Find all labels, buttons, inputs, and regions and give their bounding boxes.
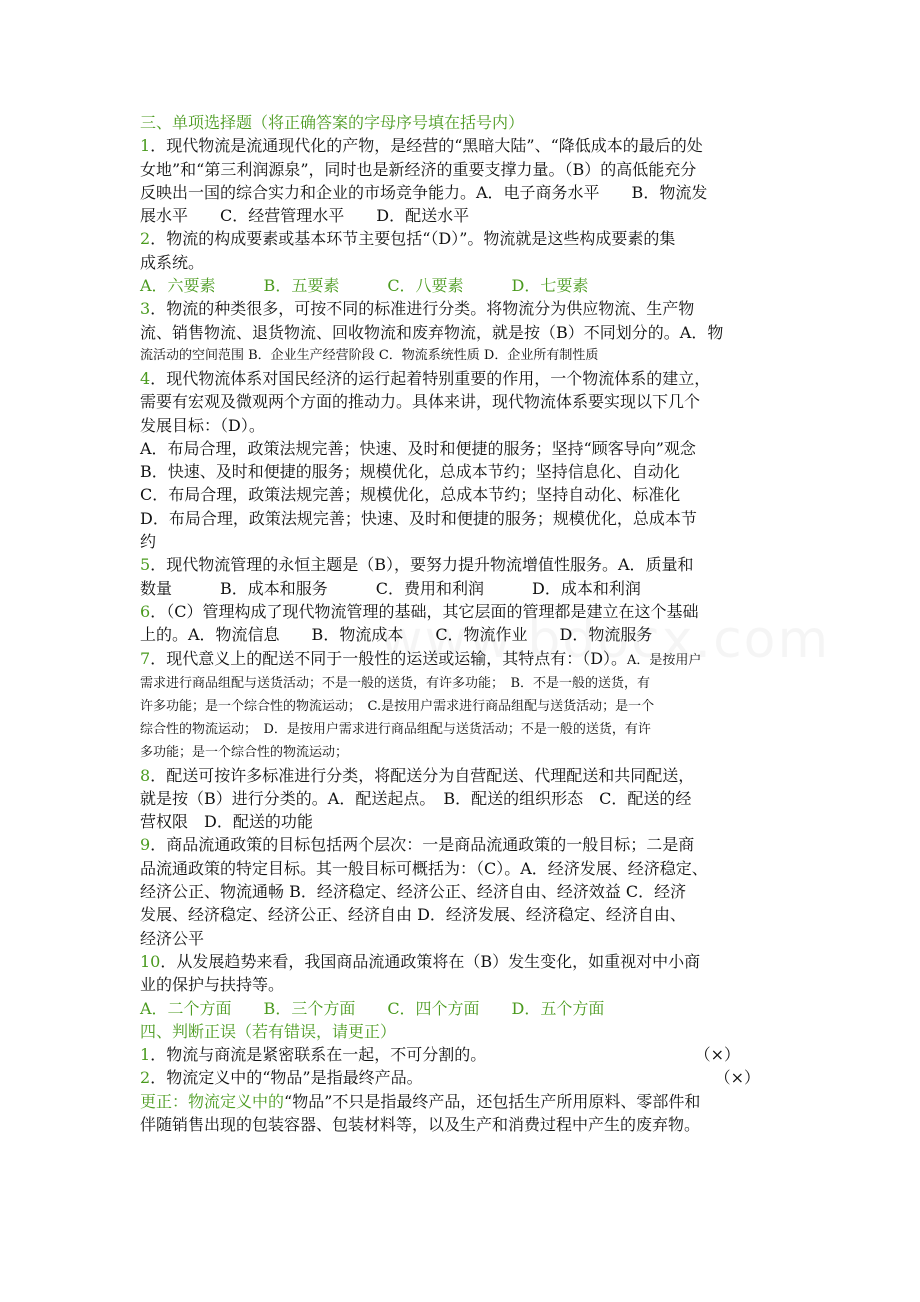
question-text: 物流的构成要素或基本环节主要包括“（D）”。物流就是这些构成要素的集: [166, 229, 676, 249]
document-page: [140, 111, 788, 1136]
question-text: 现代物流是流通现代化的产物，是经营的“黑暗大陆”、“降低成本的最后的处: [166, 136, 703, 156]
question-2-line-1: 2．物流的构成要素或基本环节主要包括“（D）”。物流就是这些构成要素的集: [140, 229, 676, 249]
question-8-line-2: 就是按（B）进行分类的。A．配送起点。 B．配送的组织形态 C．配送的经: [140, 788, 692, 808]
question-3-line-2: 流、销售物流、退货物流、回收物流和废弃物流，就是按（B）不同划分的。A．物: [140, 322, 724, 342]
question-4-option-d: D．布局合理，政策法规完善；快速、及时和便捷的服务；规模优化，总成本节: [140, 508, 697, 528]
question-number: 10: [140, 951, 161, 971]
question-7-line-1: 7．现代意义上的配送不同于一般性的运送或运输，其特点有：（D）。A．是按用户: [140, 648, 702, 668]
question-2-line-2: 成系统。: [140, 252, 205, 272]
section3-heading: 三、单项选择题（将正确答案的字母序号填在括号内）: [140, 113, 525, 132]
question-8-line-1: 8．配送可按许多标准进行分类，将配送分为自营配送、代理配送和共同配送，: [140, 765, 695, 785]
question-number: 1: [140, 1045, 151, 1065]
question-4-line-3: 发展目标：（D）。: [140, 415, 265, 435]
question-number: 2: [140, 1068, 151, 1088]
question-number: 7: [140, 648, 151, 668]
question-7-line-5: 多功能；是一个综合性的物流运动；: [140, 744, 349, 760]
question-text: 配送可按许多标准进行分类，将配送分为自营配送、代理配送和共同配送，: [166, 765, 695, 785]
judgement-2: 2．物流定义中的“物品”是指最终产品。 （×）: [140, 1066, 760, 1089]
question-10-options: A．二个方面 B．三个方面 C．四个方面 D．五个方面: [140, 998, 605, 1018]
question-text: 商品流通政策的目标包括两个层次：一是商品流通政策的一般目标；二是商: [166, 835, 695, 855]
question-4-line-2: 需要有宏观及微观两个方面的推动力。具体来讲，现代物流体系要实现以下几个: [140, 392, 701, 412]
judgement-1: 1．物流与商流是紧密联系在一起，不可分割的。 （×）: [140, 1043, 740, 1066]
judgement-text: 物流定义中的“物品”是指最终产品。: [166, 1068, 423, 1088]
correction-text: “物品”不只是指最终产品，还包括生产所用原料、零部件和: [284, 1091, 701, 1111]
question-6-line-2: 上的。A．物流信息 B．物流成本 C．物流作业 D．物流服务: [140, 625, 653, 645]
question-7-line-2: 需求进行商品组配与送货活动；不是一般的送货，有许多功能； B．不是一般的送货，有: [140, 675, 651, 691]
question-3-line-1: 3．物流的种类很多，可按不同的标准进行分类。将物流分为供应物流、生产物: [140, 299, 695, 319]
question-9-line-2: 品流通政策的特定目标。其一般目标可概括为：（C）。A．经济发展、经济稳定、: [140, 858, 708, 878]
question-number: 2: [140, 229, 151, 249]
question-2-options: A．六要素 B．五要素 C．八要素 D．七要素: [140, 276, 589, 296]
question-number: 8: [140, 765, 151, 785]
correction-line-2: 伴随销售出现的包装容器、包装材料等，以及生产和消费过程中产生的废弃物。: [140, 1114, 701, 1134]
question-6-line-1: 6．（C）管理构成了现代物流管理的基础，其它层面的管理都是建立在这个基础: [140, 601, 699, 621]
question-text: 从发展趋势来看，我国商品流通政策将在（B）发生变化，如重视对中小商: [176, 951, 701, 971]
question-number: 4: [140, 368, 151, 388]
question-10-line-1: 10．从发展趋势来看，我国商品流通政策将在（B）发生变化，如重视对中小商: [140, 951, 701, 971]
question-4-option-d-cont: 约: [140, 532, 157, 552]
question-1-line-3: 反映出一国的综合实力和企业的市场竞争能力。A．电子商务水平 B．物流发: [140, 182, 708, 202]
question-4-line-1: 4．现代物流体系对国民经济的运行起着特别重要的作用，一个物流体系的建立，: [140, 368, 711, 388]
question-9-line-3: 经济公正、物流通畅 B．经济稳定、经济公正、经济自由、经济效益 C．经济: [140, 882, 687, 902]
question-text: 物流的种类很多，可按不同的标准进行分类。将物流分为供应物流、生产物: [166, 299, 695, 319]
question-3-line-3: 流活动的空间范围 B．企业生产经营阶段 C．物流系统性质 D．企业所有制性质: [140, 347, 599, 363]
question-7-line-4: 综合性的物流运动； D．是按用户需求进行商品组配与送货活动；不是一般的送货，有许: [140, 721, 651, 737]
question-9-line-5: 经济公平: [140, 928, 205, 948]
question-1-line-1: 1．现代物流是流通现代化的产物，是经营的“黑暗大陆”、“降低成本的最后的处: [140, 136, 703, 156]
judgement-mark: （×）: [714, 1068, 760, 1088]
question-9-line-4: 发展、经济稳定、经济公正、经济自由 D．经济发展、经济稳定、经济自由、: [140, 905, 686, 925]
question-number: 5: [140, 555, 151, 575]
question-8-line-3: 营权限 D．配送的功能: [140, 812, 313, 832]
correction-label: 更正：物流定义中的: [140, 1091, 285, 1111]
question-5-line-2: 数量 B．成本和服务 C．费用和利润 D．成本和利润: [140, 578, 641, 598]
question-1-line-2: 女地”和“第三利润源泉”，同时也是新经济的重要支撑力量。（B）的高低能充分: [140, 159, 697, 179]
question-5-line-1: 5．现代物流管理的永恒主题是（B），要努力提升物流增值性服务。A．质量和: [140, 555, 694, 575]
question-text-tail: A．是按用户: [627, 652, 702, 668]
section4-heading: 四、判断正误（若有错误，请更正）: [140, 1021, 397, 1041]
question-text: 现代意义上的配送不同于一般性的运送或运输，其特点有：（D）。: [166, 648, 628, 668]
question-number: 6: [140, 601, 151, 621]
question-number: 3: [140, 299, 151, 319]
question-4-option-b: B．快速、及时和便捷的服务；规模优化，总成本节约；坚持信息化、自动化: [140, 462, 680, 482]
judgement-mark: （×）: [694, 1045, 740, 1065]
question-1-line-4: 展水平 C．经营管理水平 D．配送水平: [140, 206, 470, 226]
question-7-line-3: 许多功能；是一个综合性的物流运动； C.是按用户需求进行商品组配与送货活动；是一个: [140, 698, 655, 714]
question-number: 9: [140, 835, 151, 855]
question-number: 1: [140, 136, 151, 156]
question-9-line-1: 9．商品流通政策的目标包括两个层次：一是商品流通政策的一般目标；二是商: [140, 835, 695, 855]
question-text: 现代物流管理的永恒主题是（B），要努力提升物流增值性服务。A．质量和: [166, 555, 694, 575]
question-4-option-c: C．布局合理，政策法规完善；规模优化，总成本节约；坚持自动化、标准化: [140, 485, 681, 505]
question-text: 现代物流体系对国民经济的运行起着特别重要的作用，一个物流体系的建立，: [166, 368, 711, 388]
question-10-line-2: 业的保护与扶持等。: [140, 975, 285, 995]
correction-line-1: [140, 1090, 788, 1113]
question-text: （C）管理构成了现代物流管理的基础，其它层面的管理都是建立在这个基础: [166, 601, 699, 621]
question-4-option-a: A．布局合理，政策法规完善；快速、及时和便捷的服务；坚持“顾客导向”观念: [140, 438, 696, 458]
judgement-text: 物流与商流是紧密联系在一起，不可分割的。: [166, 1045, 487, 1065]
